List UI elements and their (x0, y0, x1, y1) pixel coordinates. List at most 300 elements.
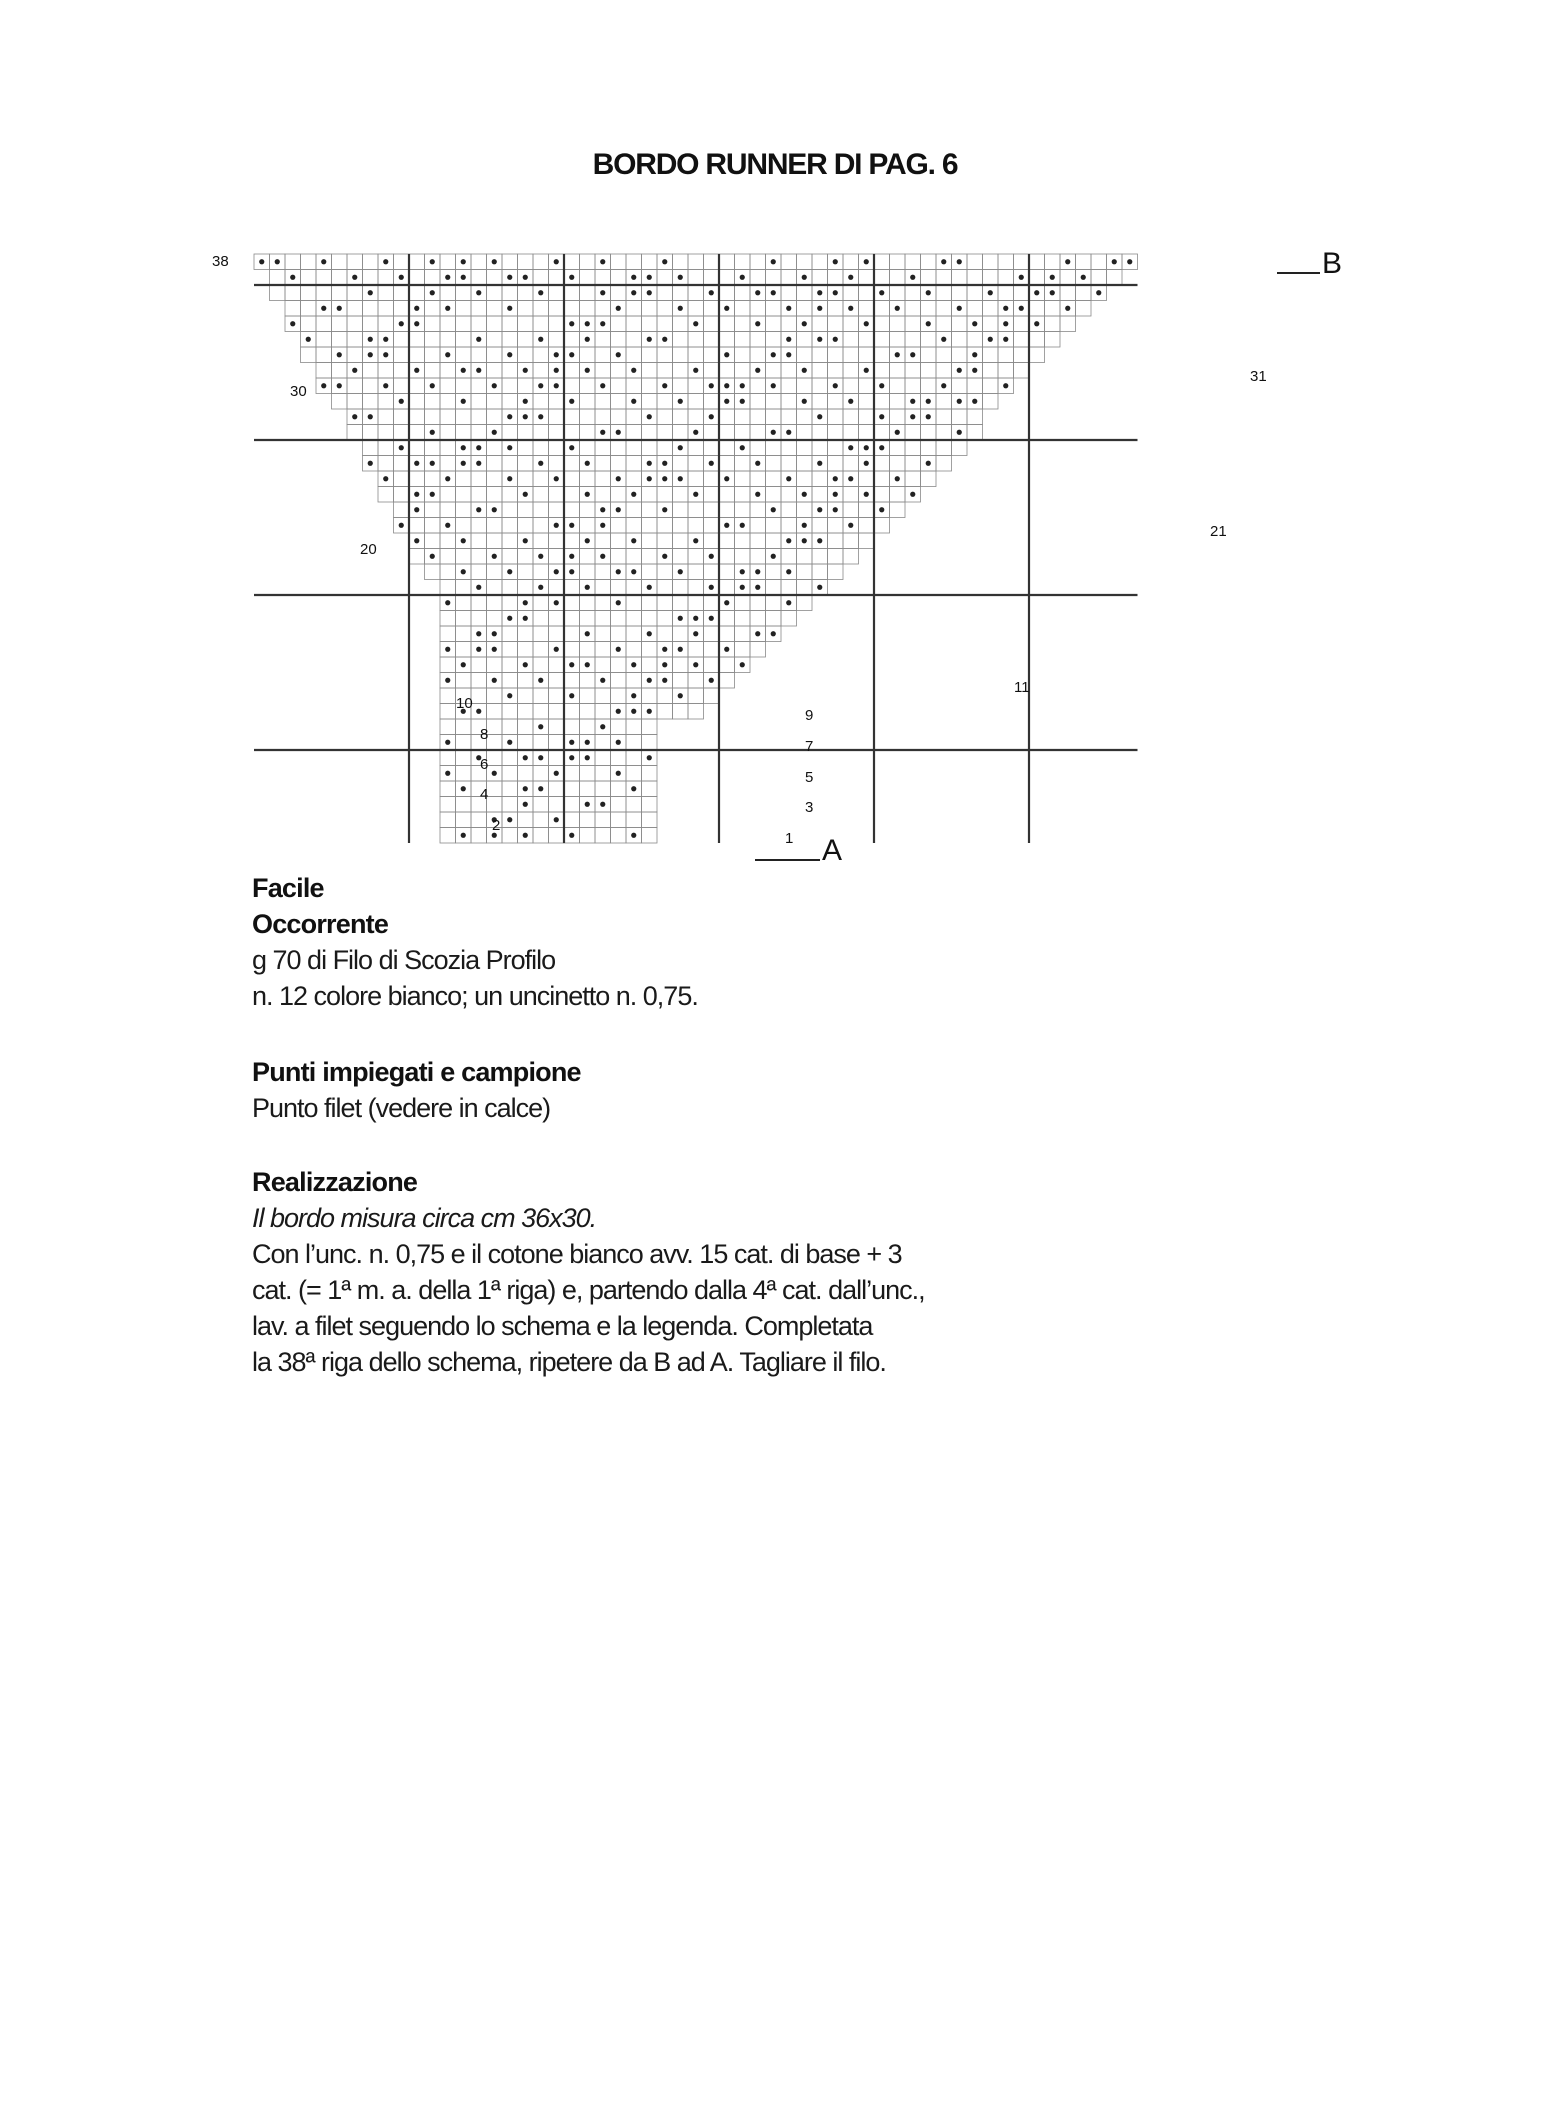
grid-cell (719, 611, 735, 627)
grid-cell (735, 487, 751, 503)
grid-cell (719, 626, 735, 642)
grid-cell (564, 332, 580, 348)
grid-cell (611, 285, 627, 301)
grid-cell (859, 518, 875, 534)
filled-cell-dot (461, 538, 466, 543)
grid-cell (502, 828, 518, 844)
grid-cell (859, 425, 875, 441)
grid-cell (347, 285, 363, 301)
grid-cell (394, 502, 410, 518)
grid-cell (626, 316, 642, 332)
grid-cell (549, 781, 565, 797)
filled-cell-dot (631, 492, 636, 497)
grid-cell (859, 301, 875, 317)
grid-cell (440, 828, 456, 844)
grid-cell (409, 347, 425, 363)
filled-cell-dot (569, 321, 574, 326)
grid-cell (626, 549, 642, 565)
row-label: 9 (805, 707, 814, 724)
grid-cell (642, 518, 658, 534)
grid-cell (502, 673, 518, 689)
filled-cell-dot (910, 414, 915, 419)
filled-cell-dot (817, 585, 822, 590)
grid-cell (936, 409, 952, 425)
filled-cell-dot (554, 259, 559, 264)
materials-line-2: n. 12 colore bianco; un uncinetto n. 0,75. (252, 981, 698, 1011)
filled-cell-dot (600, 383, 605, 388)
grid-cell (843, 316, 859, 332)
grid-cell (735, 642, 751, 658)
grid-cell (735, 409, 751, 425)
grid-cell (1076, 285, 1092, 301)
filled-cell-dot (554, 523, 559, 528)
filled-cell-dot (585, 662, 590, 667)
grid-cell (812, 440, 828, 456)
grid-cell (301, 316, 317, 332)
grid-cell (1107, 270, 1123, 286)
grid-cell (518, 688, 534, 704)
grid-cell (688, 502, 704, 518)
filled-cell-dot (972, 368, 977, 373)
grid-cell (890, 254, 906, 270)
filled-cell-dot (554, 771, 559, 776)
grid-cell (983, 254, 999, 270)
filled-cell-dot (864, 321, 869, 326)
grid-cell (967, 378, 983, 394)
grid-cell (549, 750, 565, 766)
grid-cell (502, 549, 518, 565)
grid-cell (363, 363, 379, 379)
grid-cell (905, 332, 921, 348)
filled-cell-dot (492, 383, 497, 388)
grid-cell (874, 518, 890, 534)
grid-cell (673, 704, 689, 720)
filled-cell-dot (662, 461, 667, 466)
filled-cell-dot (321, 306, 326, 311)
grid-cell (502, 719, 518, 735)
grid-cell (518, 626, 534, 642)
grid-cell (673, 378, 689, 394)
grid-cell (719, 332, 735, 348)
grid-cell (595, 580, 611, 596)
filled-cell-dot (972, 321, 977, 326)
filled-cell-dot (1019, 306, 1024, 311)
grid-cell (859, 394, 875, 410)
grid-cell (378, 301, 394, 317)
grid-cell (657, 409, 673, 425)
filled-cell-dot (538, 290, 543, 295)
filled-cell-dot (585, 631, 590, 636)
filled-cell-dot (445, 352, 450, 357)
filled-cell-dot (507, 569, 512, 574)
grid-cell (611, 254, 627, 270)
row-label: 5 (805, 769, 814, 786)
grid-cell (533, 797, 549, 813)
filled-cell-dot (786, 352, 791, 357)
grid-cell (564, 301, 580, 317)
grid-cell (688, 688, 704, 704)
grid-cell (673, 409, 689, 425)
grid-cell (487, 518, 503, 534)
grid-cell (735, 595, 751, 611)
grid-cell (626, 580, 642, 596)
grid-cell (967, 409, 983, 425)
filled-cell-dot (461, 461, 466, 466)
grid-cell (1060, 316, 1076, 332)
filled-cell-dot (957, 306, 962, 311)
grid-cell (735, 456, 751, 472)
grid-cell (673, 332, 689, 348)
grid-cell (440, 626, 456, 642)
grid-cell (564, 812, 580, 828)
grid-cell (642, 797, 658, 813)
filled-cell-dot (631, 399, 636, 404)
page-title: BORDO RUNNER DI PAG. 6 (592, 148, 958, 181)
filled-cell-dot (771, 631, 776, 636)
filled-cell-dot (647, 414, 652, 419)
grid-cell (626, 518, 642, 534)
filled-cell-dot (910, 352, 915, 357)
filled-cell-dot (771, 507, 776, 512)
filled-cell-dot (662, 662, 667, 667)
grid-cell (859, 533, 875, 549)
grid-cell (595, 642, 611, 658)
grid-cell (719, 533, 735, 549)
grid-cell (688, 471, 704, 487)
grid-cell (688, 285, 704, 301)
grid-cell (301, 285, 317, 301)
grid-cell (890, 487, 906, 503)
grid-cell (316, 316, 332, 332)
filled-cell-dot (833, 290, 838, 295)
grid-cell (440, 564, 456, 580)
grid-cell (595, 394, 611, 410)
filled-cell-dot (709, 414, 714, 419)
grid-cell (735, 363, 751, 379)
filled-cell-dot (631, 368, 636, 373)
filled-cell-dot (600, 507, 605, 512)
grid-cell (704, 657, 720, 673)
row-label: 8 (480, 726, 489, 743)
filled-cell-dot (848, 476, 853, 481)
filled-cell-dot (585, 337, 590, 342)
filled-cell-dot (631, 786, 636, 791)
grid-cell (766, 580, 782, 596)
filled-cell-dot (600, 321, 605, 326)
filled-cell-dot (926, 461, 931, 466)
grid-cell (611, 719, 627, 735)
grid-cell (673, 533, 689, 549)
filled-cell-dot (538, 755, 543, 760)
grid-cell (580, 595, 596, 611)
filled-cell-dot (523, 616, 528, 621)
grid-cell (487, 347, 503, 363)
filled-cell-dot (430, 259, 435, 264)
grid-cell (890, 440, 906, 456)
grid-cell (719, 270, 735, 286)
grid-cell (456, 332, 472, 348)
grid-cell (471, 564, 487, 580)
grid-cell (378, 270, 394, 286)
grid-cell (1045, 332, 1061, 348)
filled-cell-dot (802, 275, 807, 280)
filled-cell-dot (631, 693, 636, 698)
grid-cell (626, 471, 642, 487)
filled-cell-dot (662, 476, 667, 481)
grid-cell (688, 301, 704, 317)
filled-cell-dot (802, 321, 807, 326)
filled-cell-dot (662, 259, 667, 264)
grid-cell (781, 394, 797, 410)
filled-cell-dot (1003, 321, 1008, 326)
stitches-heading: Punti impiegati e campione (252, 1057, 581, 1087)
grid-cell (580, 270, 596, 286)
grid-cell (936, 425, 952, 441)
grid-cell (580, 688, 596, 704)
grid-cell (673, 673, 689, 689)
grid-cell (440, 394, 456, 410)
grid-cell (440, 719, 456, 735)
grid-cell (316, 363, 332, 379)
grid-cell (580, 549, 596, 565)
grid-cell (1045, 301, 1061, 317)
grid-cell (673, 347, 689, 363)
grid-cell (456, 766, 472, 782)
grid-cell (487, 332, 503, 348)
grid-cell (828, 564, 844, 580)
grid-cell (998, 363, 1014, 379)
grid-cell (657, 440, 673, 456)
grid-cell (378, 440, 394, 456)
grid-cell (440, 456, 456, 472)
grid-cell (580, 564, 596, 580)
grid-cell (502, 254, 518, 270)
filled-cell-dot (461, 368, 466, 373)
grid-cell (533, 394, 549, 410)
grid-cell (719, 564, 735, 580)
filled-cell-dot (1003, 383, 1008, 388)
grid-cell (456, 301, 472, 317)
grid-cell (704, 471, 720, 487)
grid-cell (688, 270, 704, 286)
grid-cell (874, 347, 890, 363)
filled-cell-dot (926, 399, 931, 404)
filled-cell-dot (569, 352, 574, 357)
filled-cell-dot (461, 833, 466, 838)
grid-cell (549, 285, 565, 301)
grid-cell (487, 409, 503, 425)
grid-cell (549, 828, 565, 844)
grid-cell (394, 409, 410, 425)
grid-cell (1045, 316, 1061, 332)
filled-cell-dot (724, 523, 729, 528)
grid-cell (626, 719, 642, 735)
grid-cell (967, 270, 983, 286)
grid-cell (595, 657, 611, 673)
grid-cell (456, 378, 472, 394)
filled-cell-dot (368, 290, 373, 295)
grid-cell (812, 363, 828, 379)
grid-cell (936, 456, 952, 472)
grid-cell (626, 611, 642, 627)
grid-cell (735, 347, 751, 363)
grid-cell (471, 688, 487, 704)
grid-cell (952, 409, 968, 425)
filled-cell-dot (430, 383, 435, 388)
grid-cell (828, 316, 844, 332)
filled-cell-dot (957, 430, 962, 435)
grid-cell (440, 487, 456, 503)
grid-cell (657, 564, 673, 580)
filled-cell-dot (476, 461, 481, 466)
grid-cell (642, 394, 658, 410)
filled-cell-dot (678, 399, 683, 404)
grid-cell (642, 564, 658, 580)
grid-cell (533, 688, 549, 704)
grid-cell (611, 378, 627, 394)
grid-cell (316, 347, 332, 363)
filled-cell-dot (600, 290, 605, 295)
grid-cell (487, 316, 503, 332)
grid-cell (704, 564, 720, 580)
filled-cell-dot (337, 306, 342, 311)
filled-cell-dot (941, 259, 946, 264)
grid-cell (688, 394, 704, 410)
filled-cell-dot (724, 647, 729, 652)
grid-cell (502, 425, 518, 441)
grid-cell (719, 657, 735, 673)
grid-cell (471, 301, 487, 317)
grid-cell (611, 518, 627, 534)
filled-cell-dot (709, 383, 714, 388)
grid-cell (719, 456, 735, 472)
filled-cell-dot (771, 430, 776, 435)
grid-cell (905, 254, 921, 270)
grid-cell (611, 316, 627, 332)
filled-cell-dot (709, 461, 714, 466)
grid-cell (611, 828, 627, 844)
grid-cell (502, 595, 518, 611)
grid-cell (735, 254, 751, 270)
grid-cell (363, 425, 379, 441)
grid-cell (456, 487, 472, 503)
filled-cell-dot (740, 523, 745, 528)
grid-cell (456, 425, 472, 441)
grid-cell (564, 719, 580, 735)
row-label: 10 (456, 695, 473, 712)
filled-cell-dot (445, 275, 450, 280)
grid-cell (347, 332, 363, 348)
grid-cell (595, 595, 611, 611)
grid-cell (859, 409, 875, 425)
filled-cell-dot (430, 554, 435, 559)
filled-cell-dot (864, 368, 869, 373)
filled-cell-dot (306, 337, 311, 342)
grid-cell (518, 719, 534, 735)
grid-cell (952, 347, 968, 363)
grid-cell (673, 285, 689, 301)
grid-cell (688, 409, 704, 425)
row-label: 11 (1014, 679, 1030, 696)
filled-cell-dot (740, 275, 745, 280)
grid-cell (797, 471, 813, 487)
grid-cell (487, 394, 503, 410)
grid-cell (673, 549, 689, 565)
grid-cell (425, 301, 441, 317)
grid-cell (409, 378, 425, 394)
grid-cell (440, 797, 456, 813)
filled-cell-dot (662, 678, 667, 683)
grid-cell (983, 347, 999, 363)
grid-cell (1029, 332, 1045, 348)
grid-cell (812, 347, 828, 363)
filled-cell-dot (802, 523, 807, 528)
grid-cell (781, 363, 797, 379)
grid-cell (642, 611, 658, 627)
grid-cell (502, 766, 518, 782)
filled-cell-dot (879, 414, 884, 419)
filled-cell-dot (631, 290, 636, 295)
grid-cell (580, 254, 596, 270)
filet-crochet-chart (200, 236, 1400, 866)
filled-cell-dot (352, 368, 357, 373)
filled-cell-dot (569, 740, 574, 745)
filled-cell-dot (662, 647, 667, 652)
grid-cell (735, 533, 751, 549)
grid-cell (781, 440, 797, 456)
grid-cell (564, 797, 580, 813)
grid-cell (781, 409, 797, 425)
grid-cell (797, 425, 813, 441)
grid-cell (642, 301, 658, 317)
grid-cell (921, 378, 937, 394)
grid-cell (890, 285, 906, 301)
grid-cell (580, 471, 596, 487)
grid-cell (952, 285, 968, 301)
grid-cell (564, 611, 580, 627)
grid-cell (409, 332, 425, 348)
filled-cell-dot (445, 678, 450, 683)
filled-cell-dot (569, 523, 574, 528)
filled-cell-dot (895, 306, 900, 311)
grid-cell (704, 394, 720, 410)
grid-cell (518, 549, 534, 565)
grid-cell (657, 580, 673, 596)
grid-cell (998, 254, 1014, 270)
filled-cell-dot (910, 275, 915, 280)
grid-cell (518, 580, 534, 596)
grid-cell (812, 316, 828, 332)
grid-cell (378, 316, 394, 332)
grid-cell (797, 347, 813, 363)
grid-cell (595, 781, 611, 797)
grid-cell (564, 704, 580, 720)
grid-cell (1029, 347, 1045, 363)
filled-cell-dot (957, 399, 962, 404)
grid-cell (487, 363, 503, 379)
grid-cell (967, 254, 983, 270)
grid-cell (471, 425, 487, 441)
grid-cell (704, 254, 720, 270)
grid-cell (688, 580, 704, 596)
grid-cell (828, 518, 844, 534)
filled-cell-dot (616, 476, 621, 481)
row-label: 6 (480, 756, 489, 773)
grid-cell (595, 564, 611, 580)
grid-cell (704, 347, 720, 363)
grid-cell (797, 549, 813, 565)
grid-cell (828, 347, 844, 363)
